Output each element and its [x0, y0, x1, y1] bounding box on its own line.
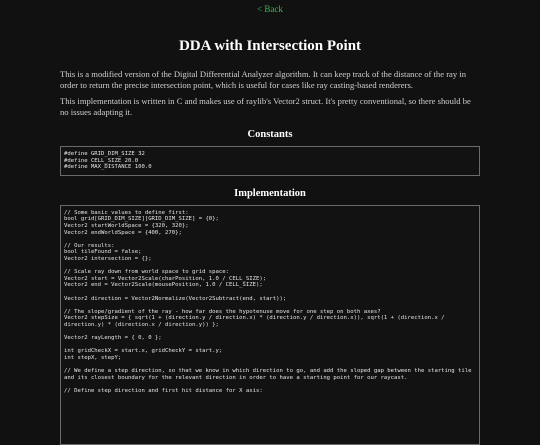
implementation-heading: Implementation	[234, 187, 306, 199]
constants-code-block: #define GRID_DIM_SIZE 32 #define CELL_SIZE 20.0 #define MAX_DISTANCE 100.0	[60, 146, 480, 176]
page-container	[60, 0, 480, 445]
implementation-code-block: // Some basic values to define first: bool grid[GRID_DIM_SIZE][GRID_DIM_SIZE] = {0}; Vector2 startWorldSpace = {320, 320}; Vector2 endWorldSpace = {400, 270}; // Our results: bool tileFound = false; Vector2 intersection = {}; // Scale ray down from world space to grid space: Vector2 start = Vector2Scale(charPosition, 1.0 / CELL_SIZE); Vector2 end = Vector2Scale(mousePosition, 1.0 / CELL_SIZE); Vector2 direction = Vector2Normalize(Vector2Subtract(end, start)); // The slope/gradient of the ray - how far does the hypotenuse move for one step on both axes? Vector2 stepSize = { sqrt(1 + (direction.y / direction.x) * (direction.y / direction.x)), sqrt(1 + (direction.x / direction.y) * (direction.x / direction.y)) }; Vector2 rayLength = { 0, 0 }; int gridCheckX = start.x, gridCheckY = start.y; int stepX, stepY; // We define a step direction, so that we know in which direction to go, and add the sloped gap between the starting tile and its closest boundary for the relevant direction in order to have a starting point for our raycast. // Define step direction and first hit distance for X axis:	[60, 205, 480, 445]
constants-heading: Constants	[247, 129, 293, 140]
intro-paragraph: This is a modified version of the Digital Differential Analyzer algorithm. It can keep track of the distance of the ray in order to return the precise intersection point, which is useful for cases like ray casting-based renderers.	[60, 69, 466, 90]
page-title: DDA with Intersection Point	[178, 38, 362, 54]
implementation-note-paragraph: This implementation is written in C and makes use of raylib's Vector2 struct. It's pretty conventional, so there should be no issues adapting it.	[60, 96, 471, 117]
back-link[interactable]: < Back	[257, 4, 283, 14]
